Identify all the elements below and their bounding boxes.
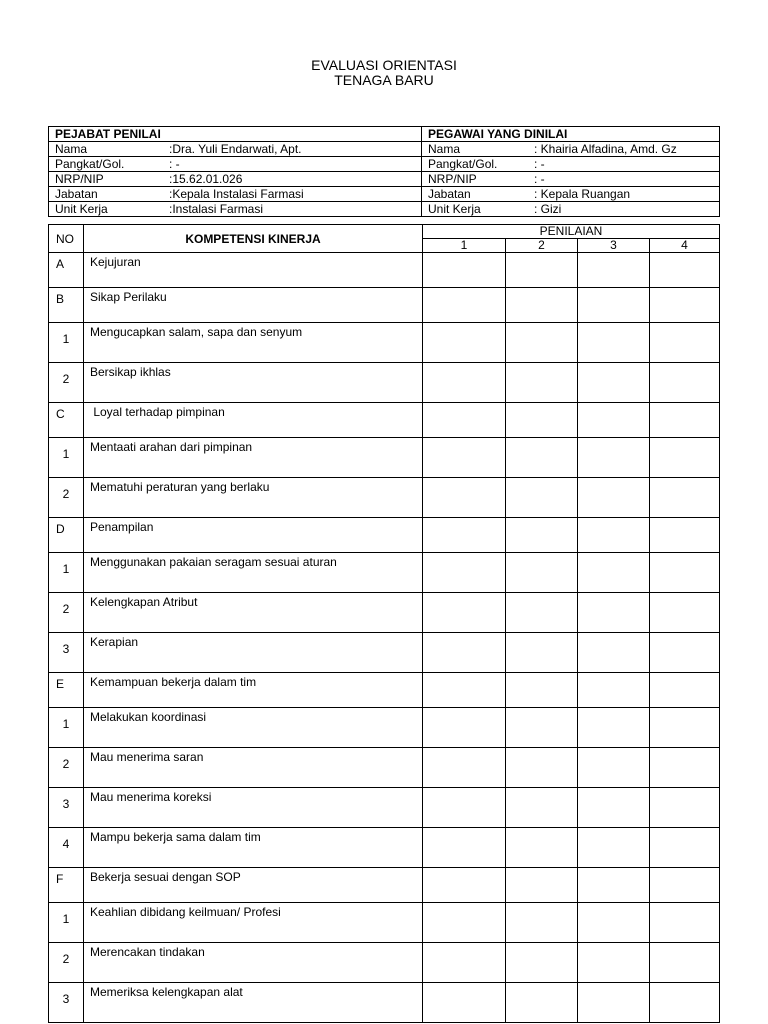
score-cell-3[interactable] <box>578 708 650 748</box>
score-cell-4[interactable] <box>650 943 720 983</box>
score-cell-3[interactable] <box>578 903 650 943</box>
competency-text: Mau menerima koreksi <box>84 788 423 828</box>
score-cell-3[interactable] <box>578 633 650 673</box>
row-number: 4 <box>49 828 84 868</box>
field-label: Jabatan <box>428 187 471 201</box>
competency-row <box>49 363 720 403</box>
field-value: : Gizi <box>534 202 562 216</box>
field-value: :15.62.01.026 <box>169 172 243 186</box>
score-cell-2[interactable] <box>506 288 578 323</box>
score-cell-1[interactable] <box>423 553 506 593</box>
competency-text: Bekerja sesuai dengan SOP <box>84 868 423 903</box>
row-number: 3 <box>49 983 84 1023</box>
field-value: : - <box>169 157 180 171</box>
score-cell-1[interactable] <box>423 478 506 518</box>
competency-row <box>49 553 720 593</box>
score-cell-1[interactable] <box>423 518 506 553</box>
assessee-field <box>422 187 720 202</box>
score-cell-2[interactable] <box>506 633 578 673</box>
row-number: 3 <box>49 633 84 673</box>
competency-row <box>49 788 720 828</box>
score-cell-3[interactable] <box>578 868 650 903</box>
competency-row <box>49 983 720 1023</box>
score-cell-4[interactable] <box>650 983 720 1023</box>
row-number: A <box>49 253 84 288</box>
assessor-field <box>49 157 422 172</box>
score-cell-2[interactable] <box>506 983 578 1023</box>
score-cell-1[interactable] <box>423 593 506 633</box>
competency-text: Memeriksa kelengkapan alat <box>84 983 423 1023</box>
field-value: : - <box>534 172 545 186</box>
competency-text: Mau menerima saran <box>84 748 423 788</box>
score-cell-1[interactable] <box>423 438 506 478</box>
competency-row <box>49 593 720 633</box>
score-cell-2[interactable] <box>506 708 578 748</box>
score-cell-2[interactable] <box>506 788 578 828</box>
score-header-2: 2 <box>506 239 578 253</box>
identity-row <box>49 142 720 157</box>
row-number: B <box>49 288 84 323</box>
score-cell-1[interactable] <box>423 708 506 748</box>
field-label: Unit Kerja <box>55 202 108 216</box>
row-number: 2 <box>49 593 84 633</box>
column-header-kompetensi: KOMPETENSI KINERJA <box>84 225 423 253</box>
score-cell-1[interactable] <box>423 903 506 943</box>
assessee-header: PEGAWAI YANG DINILAI <box>422 127 720 142</box>
assessor-field <box>49 202 422 217</box>
field-value: :Instalasi Farmasi <box>169 202 264 216</box>
row-number: 2 <box>49 748 84 788</box>
score-cell-1[interactable] <box>423 868 506 903</box>
competency-row <box>49 438 720 478</box>
row-number: F <box>49 868 84 903</box>
assessor-field <box>49 172 422 187</box>
competency-text: Merencakan tindakan <box>84 943 423 983</box>
assessee-field <box>422 142 720 157</box>
score-cell-3[interactable] <box>578 593 650 633</box>
row-number: 3 <box>49 788 84 828</box>
row-number: 1 <box>49 903 84 943</box>
row-number: E <box>49 673 84 708</box>
field-value: : - <box>534 157 545 171</box>
field-label: Nama <box>55 142 88 156</box>
score-cell-1[interactable] <box>423 983 506 1023</box>
score-cell-2[interactable] <box>506 478 578 518</box>
score-cell-4[interactable] <box>650 403 720 438</box>
competency-text: Kerapian <box>84 633 423 673</box>
score-cell-2[interactable] <box>506 363 578 403</box>
score-cell-2[interactable] <box>506 748 578 788</box>
score-cell-3[interactable] <box>578 288 650 323</box>
score-cell-4[interactable] <box>650 363 720 403</box>
score-cell-1[interactable] <box>423 403 506 438</box>
row-number: 2 <box>49 478 84 518</box>
score-cell-1[interactable] <box>423 788 506 828</box>
competency-row <box>49 633 720 673</box>
score-header-3: 3 <box>578 239 650 253</box>
document-title: EVALUASI ORIENTASI <box>311 57 457 73</box>
identity-table <box>48 126 720 217</box>
score-cell-2[interactable] <box>506 438 578 478</box>
score-cell-3[interactable] <box>578 438 650 478</box>
score-cell-2[interactable] <box>506 673 578 708</box>
row-number: C <box>49 403 84 438</box>
score-cell-4[interactable] <box>650 323 720 363</box>
competency-row <box>49 288 720 323</box>
competency-text: Mengucapkan salam, sapa dan senyum <box>84 323 423 363</box>
competency-text: Bersikap ikhlas <box>84 363 423 403</box>
competency-text: Penampilan <box>84 518 423 553</box>
field-label: Nama <box>428 142 461 156</box>
competency-text: Sikap Perilaku <box>84 288 423 323</box>
competency-text: Kelengkapan Atribut <box>84 593 423 633</box>
competency-row <box>49 903 720 943</box>
field-value: : Khairia Alfadina, Amd. Gz <box>534 142 677 156</box>
competency-row <box>49 478 720 518</box>
field-label: Jabatan <box>55 187 98 201</box>
score-cell-4[interactable] <box>650 288 720 323</box>
score-cell-3[interactable] <box>578 478 650 518</box>
score-cell-4[interactable] <box>650 593 720 633</box>
score-cell-4[interactable] <box>650 478 720 518</box>
competency-row <box>49 323 720 363</box>
identity-row <box>49 187 720 202</box>
competency-text: Mampu bekerja sama dalam tim <box>84 828 423 868</box>
score-cell-1[interactable] <box>423 828 506 868</box>
score-cell-4[interactable] <box>650 253 720 288</box>
field-label: Pangkat/Gol. <box>55 157 125 171</box>
score-cell-4[interactable] <box>650 708 720 748</box>
competency-row <box>49 828 720 868</box>
row-number: 1 <box>49 708 84 748</box>
row-number: 2 <box>49 363 84 403</box>
identity-row <box>49 202 720 217</box>
score-header-4: 4 <box>650 239 720 253</box>
assessor-field <box>49 187 422 202</box>
score-cell-4[interactable] <box>650 673 720 708</box>
competency-row <box>49 748 720 788</box>
competency-text: Melakukan koordinasi <box>84 708 423 748</box>
score-cell-3[interactable] <box>578 748 650 788</box>
identity-row <box>49 172 720 187</box>
score-cell-3[interactable] <box>578 363 650 403</box>
score-cell-3[interactable] <box>578 518 650 553</box>
score-cell-1[interactable] <box>423 363 506 403</box>
score-cell-4[interactable] <box>650 438 720 478</box>
assessor-header: PEJABAT PENILAI <box>49 127 422 142</box>
competency-text: Kemampuan bekerja dalam tim <box>84 673 423 708</box>
column-header-no: NO <box>49 225 84 253</box>
score-cell-4[interactable] <box>650 553 720 593</box>
evaluation-table <box>48 224 720 1023</box>
score-cell-2[interactable] <box>506 323 578 363</box>
field-label: NRP/NIP <box>428 172 477 186</box>
row-number: 1 <box>49 438 84 478</box>
score-cell-1[interactable] <box>423 748 506 788</box>
score-cell-1[interactable] <box>423 253 506 288</box>
score-cell-4[interactable] <box>650 633 720 673</box>
competency-row <box>49 403 720 438</box>
field-label: Unit Kerja <box>428 202 481 216</box>
competency-row <box>49 868 720 903</box>
score-cell-3[interactable] <box>578 943 650 983</box>
competency-row <box>49 518 720 553</box>
competency-text: Mentaati arahan dari pimpinan <box>84 438 423 478</box>
score-cell-4[interactable] <box>650 518 720 553</box>
score-cell-1[interactable] <box>423 943 506 983</box>
score-cell-4[interactable] <box>650 903 720 943</box>
score-cell-2[interactable] <box>506 593 578 633</box>
competency-text: Kejujuran <box>84 253 423 288</box>
competency-row <box>49 673 720 708</box>
score-cell-2[interactable] <box>506 943 578 983</box>
assessee-field <box>422 202 720 217</box>
score-cell-2[interactable] <box>506 553 578 593</box>
score-cell-2[interactable] <box>506 403 578 438</box>
score-cell-2[interactable] <box>506 253 578 288</box>
score-cell-3[interactable] <box>578 553 650 593</box>
field-label: NRP/NIP <box>55 172 104 186</box>
competency-row <box>49 943 720 983</box>
score-cell-1[interactable] <box>423 673 506 708</box>
score-cell-1[interactable] <box>423 323 506 363</box>
score-cell-4[interactable] <box>650 788 720 828</box>
row-number: 1 <box>49 553 84 593</box>
document-subtitle: TENAGA BARU <box>334 72 434 88</box>
row-number: 1 <box>49 323 84 363</box>
assessee-field <box>422 157 720 172</box>
score-cell-3[interactable] <box>578 983 650 1023</box>
score-cell-3[interactable] <box>578 323 650 363</box>
score-cell-2[interactable] <box>506 903 578 943</box>
field-value: : Kepala Ruangan <box>534 187 631 201</box>
score-cell-4[interactable] <box>650 748 720 788</box>
score-cell-3[interactable] <box>578 403 650 438</box>
score-cell-2[interactable] <box>506 518 578 553</box>
field-value: :Dra. Yuli Endarwati, Apt. <box>169 142 302 156</box>
competency-text: Mematuhi peraturan yang berlaku <box>84 478 423 518</box>
assessee-field <box>422 172 720 187</box>
row-number: 2 <box>49 943 84 983</box>
field-value: :Kepala Instalasi Farmasi <box>169 187 304 201</box>
score-header-1: 1 <box>423 239 506 253</box>
row-number: D <box>49 518 84 553</box>
score-cell-1[interactable] <box>423 633 506 673</box>
identity-row <box>49 157 720 172</box>
score-cell-3[interactable] <box>578 253 650 288</box>
field-label: Pangkat/Gol. <box>428 157 498 171</box>
competency-row <box>49 253 720 288</box>
score-cell-4[interactable] <box>650 868 720 903</box>
competency-text: Loyal terhadap pimpinan <box>84 403 423 438</box>
score-cell-3[interactable] <box>578 828 650 868</box>
score-cell-4[interactable] <box>650 828 720 868</box>
assessor-field <box>49 142 422 157</box>
competency-text: Menggunakan pakaian seragam sesuai aturan <box>84 553 423 593</box>
column-header-penilaian: PENILAIAN <box>423 225 720 239</box>
score-cell-2[interactable] <box>506 828 578 868</box>
score-cell-2[interactable] <box>506 868 578 903</box>
score-cell-1[interactable] <box>423 288 506 323</box>
competency-text: Keahlian dibidang keilmuan/ Profesi <box>84 903 423 943</box>
competency-row <box>49 708 720 748</box>
score-cell-3[interactable] <box>578 788 650 828</box>
score-cell-3[interactable] <box>578 673 650 708</box>
